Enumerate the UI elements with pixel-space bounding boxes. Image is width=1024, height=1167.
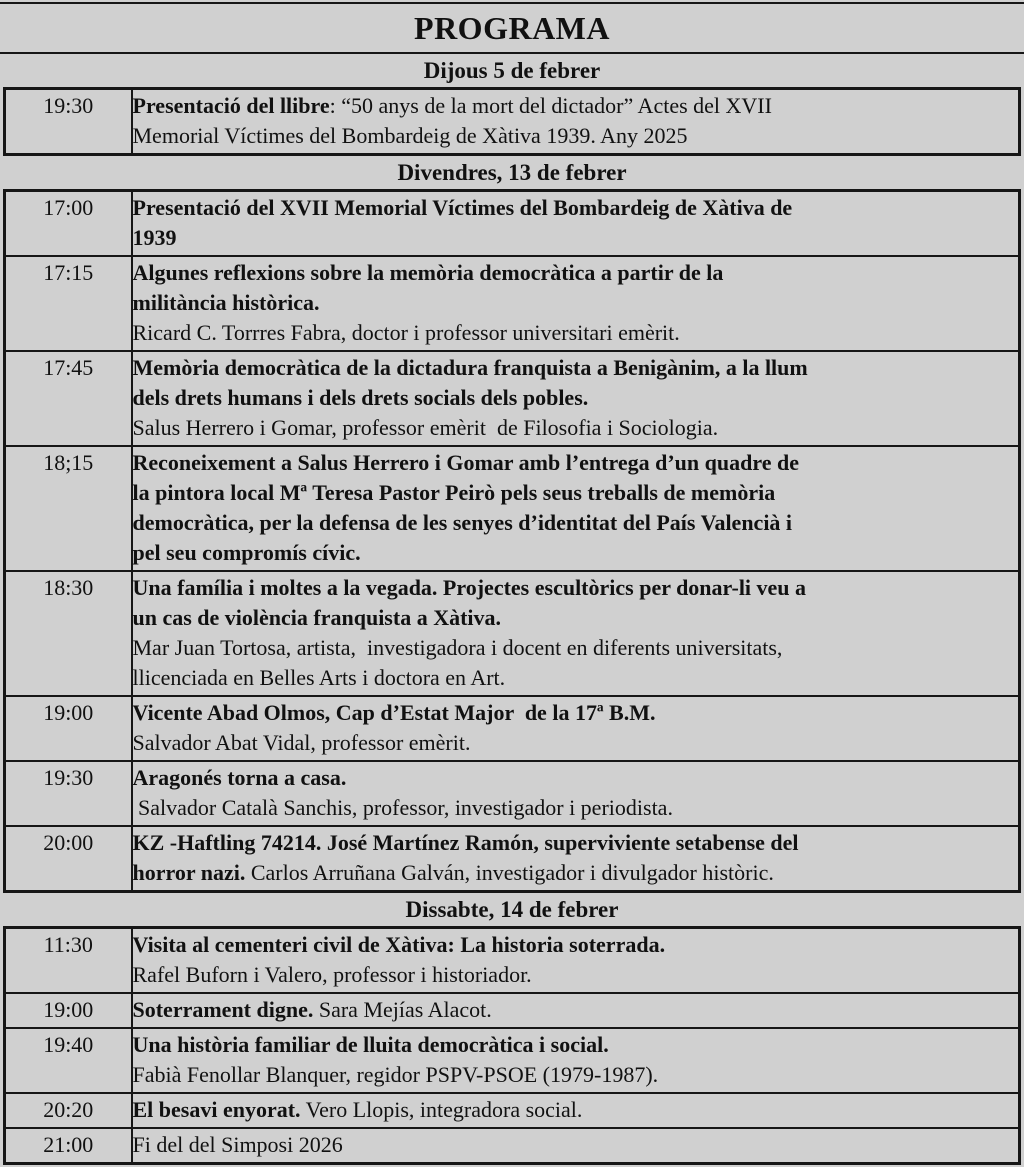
- content-cell: [132, 89, 1020, 155]
- content-cell: [132, 446, 1020, 571]
- text-line: [133, 258, 1019, 288]
- text-segment: Vero Llopis, integradora social.: [300, 1097, 583, 1122]
- time-cell: 11:30: [5, 928, 132, 994]
- text-line: [133, 538, 1019, 568]
- bold-text-segment: Algunes reflexions sobre la memòria democràtica a partir de la: [132, 260, 724, 285]
- day-header: Divendres, 13 de febrer: [397, 160, 627, 185]
- content-cell: [132, 1128, 1020, 1164]
- text-segment: Mar Juan Tortosa, artista, investigadora i docent en diferents universitats,: [132, 635, 783, 660]
- text-line: [133, 930, 1019, 960]
- text-segment: Salvador Abat Vidal, professor emèrit.: [132, 730, 471, 755]
- text-line: [133, 508, 1019, 538]
- content-cell: [132, 1093, 1020, 1128]
- text-line: [133, 858, 1019, 888]
- bold-text-segment: Reconeixement a Salus Herrero i Gomar amb l’entrega d’un quadre de: [132, 450, 799, 475]
- content-cell: [132, 351, 1020, 446]
- text-line: [133, 1095, 1019, 1125]
- table-row: [5, 761, 1020, 826]
- day-table: [3, 926, 1021, 1165]
- text-segment: Fi del del Simposi 2026: [132, 1132, 343, 1157]
- bold-text-segment: pel seu compromís cívic.: [132, 540, 361, 565]
- bold-text-segment: un cas de violència franquista a Xàtiva.: [132, 605, 502, 630]
- time-cell: 20:00: [5, 826, 132, 892]
- text-line: [133, 91, 1019, 121]
- bold-text-segment: horror nazi.: [132, 860, 246, 885]
- text-line: [133, 288, 1019, 318]
- schedule: [0, 54, 1024, 1165]
- table-row: [5, 446, 1020, 571]
- bold-text-segment: KZ -Haftling 74214. José Martínez Ramón, superviviente setabense del: [132, 830, 799, 855]
- text-segment: Carlos Arruñana Galván, investigador i divulgador històric.: [245, 860, 774, 885]
- text-segment: Memorial Víctimes del Bombardeig de Xàtiva 1939. Any 2025: [132, 123, 688, 148]
- bold-text-segment: Una història familiar de lluita democràtica i social.: [132, 1032, 609, 1057]
- table-row: [5, 1093, 1020, 1128]
- text-line: [133, 603, 1019, 633]
- text-segment: Ricard C. Torrres Fabra, doctor i professor universitari emèrit.: [132, 320, 680, 345]
- table-row: [5, 89, 1020, 155]
- text-line: [133, 698, 1019, 728]
- text-line: [133, 448, 1019, 478]
- content-cell: [132, 191, 1020, 257]
- day-header: Dissabte, 14 de febrer: [405, 897, 619, 922]
- content-cell: [132, 256, 1020, 351]
- table-row: [5, 571, 1020, 696]
- table-row: [5, 1128, 1020, 1164]
- text-line: [133, 478, 1019, 508]
- table-row: [5, 696, 1020, 761]
- text-segment: Rafel Buforn i Valero, professor i historiador.: [132, 962, 532, 987]
- content-cell: [132, 928, 1020, 994]
- text-line: [133, 413, 1019, 443]
- time-cell: 21:00: [5, 1128, 132, 1164]
- text-line: [133, 573, 1019, 603]
- content-cell: [132, 993, 1020, 1028]
- time-cell: 17:00: [5, 191, 132, 257]
- text-line: [133, 318, 1019, 348]
- day-header: Dijous 5 de febrer: [423, 58, 601, 83]
- text-segment: : “50 anys de la mort del dictador” Actes del XVII: [329, 93, 772, 118]
- text-segment: llicenciada en Belles Arts i doctora en Art.: [132, 665, 506, 690]
- time-cell: 19:40: [5, 1028, 132, 1093]
- bold-text-segment: Soterrament digne.: [132, 997, 314, 1022]
- content-cell: [132, 571, 1020, 696]
- text-line: [133, 828, 1019, 858]
- text-line: [133, 960, 1019, 990]
- text-line: [133, 1030, 1019, 1060]
- bold-text-segment: dels drets humans i dels drets socials dels pobles.: [132, 385, 589, 410]
- program-page: [0, 2, 1024, 1165]
- day-table: [3, 189, 1021, 893]
- content-cell: [132, 826, 1020, 892]
- content-cell: [132, 1028, 1020, 1093]
- bold-text-segment: democràtica, per la defensa de les senyes d’identitat del País Valencià i: [132, 510, 793, 535]
- bold-text-segment: Presentació del llibre: [132, 93, 330, 118]
- text-line: [133, 383, 1019, 413]
- time-cell: 17:45: [5, 351, 132, 446]
- text-line: [133, 633, 1019, 663]
- text-segment: Salus Herrero i Gomar, professor emèrit de Filosofia i Sociologia.: [132, 415, 719, 440]
- text-line: [133, 1130, 1019, 1160]
- bold-text-segment: la pintora local Mª Teresa Pastor Peirò pels seus treballs de memòria: [132, 480, 776, 505]
- table-row: [5, 928, 1020, 994]
- time-cell: 19:00: [5, 696, 132, 761]
- bold-text-segment: Presentació del XVII Memorial Víctimes del Bombardeig de Xàtiva de: [132, 195, 793, 220]
- time-cell: 17:15: [5, 256, 132, 351]
- text-line: [133, 728, 1019, 758]
- page-title: PROGRAMA: [0, 2, 1024, 54]
- text-line: [133, 223, 1019, 253]
- content-cell: [132, 696, 1020, 761]
- bold-text-segment: El besavi enyorat.: [132, 1097, 301, 1122]
- time-cell: 18;15: [5, 446, 132, 571]
- text-line: [133, 763, 1019, 793]
- bold-text-segment: Memòria democràtica de la dictadura franquista a Benigànim, a la llum: [132, 355, 808, 380]
- time-cell: 19:00: [5, 993, 132, 1028]
- time-cell: 20:20: [5, 1093, 132, 1128]
- table-row: [5, 191, 1020, 257]
- text-line: [133, 1060, 1019, 1090]
- text-line: [133, 995, 1019, 1025]
- bold-text-segment: Aragonés torna a casa.: [132, 765, 347, 790]
- text-line: [133, 663, 1019, 693]
- bold-text-segment: Visita al cementeri civil de Xàtiva: La historia soterrada.: [132, 932, 666, 957]
- bold-text-segment: 1939: [132, 225, 177, 250]
- time-cell: 19:30: [5, 89, 132, 155]
- time-cell: 19:30: [5, 761, 132, 826]
- day-table: [3, 87, 1021, 156]
- content-cell: [132, 761, 1020, 826]
- bold-text-segment: Vicente Abad Olmos, Cap d’Estat Major de la 17ª B.M.: [132, 700, 656, 725]
- bold-text-segment: Una família i moltes a la vegada. Projectes escultòrics per donar-li veu a: [132, 575, 807, 600]
- table-row: [5, 993, 1020, 1028]
- text-line: [133, 121, 1019, 151]
- text-line: [133, 793, 1019, 823]
- text-segment: Sara Mejías Alacot.: [313, 997, 492, 1022]
- table-row: [5, 351, 1020, 446]
- bold-text-segment: militància històrica.: [132, 290, 320, 315]
- text-segment: Salvador Català Sanchis, professor, investigador i periodista.: [132, 795, 673, 820]
- table-row: [5, 256, 1020, 351]
- table-row: [5, 826, 1020, 892]
- text-line: [133, 193, 1019, 223]
- time-cell: 18:30: [5, 571, 132, 696]
- table-row: [5, 1028, 1020, 1093]
- text-line: [133, 353, 1019, 383]
- text-segment: Fabià Fenollar Blanquer, regidor PSPV-PSOE (1979-1987).: [132, 1062, 659, 1087]
